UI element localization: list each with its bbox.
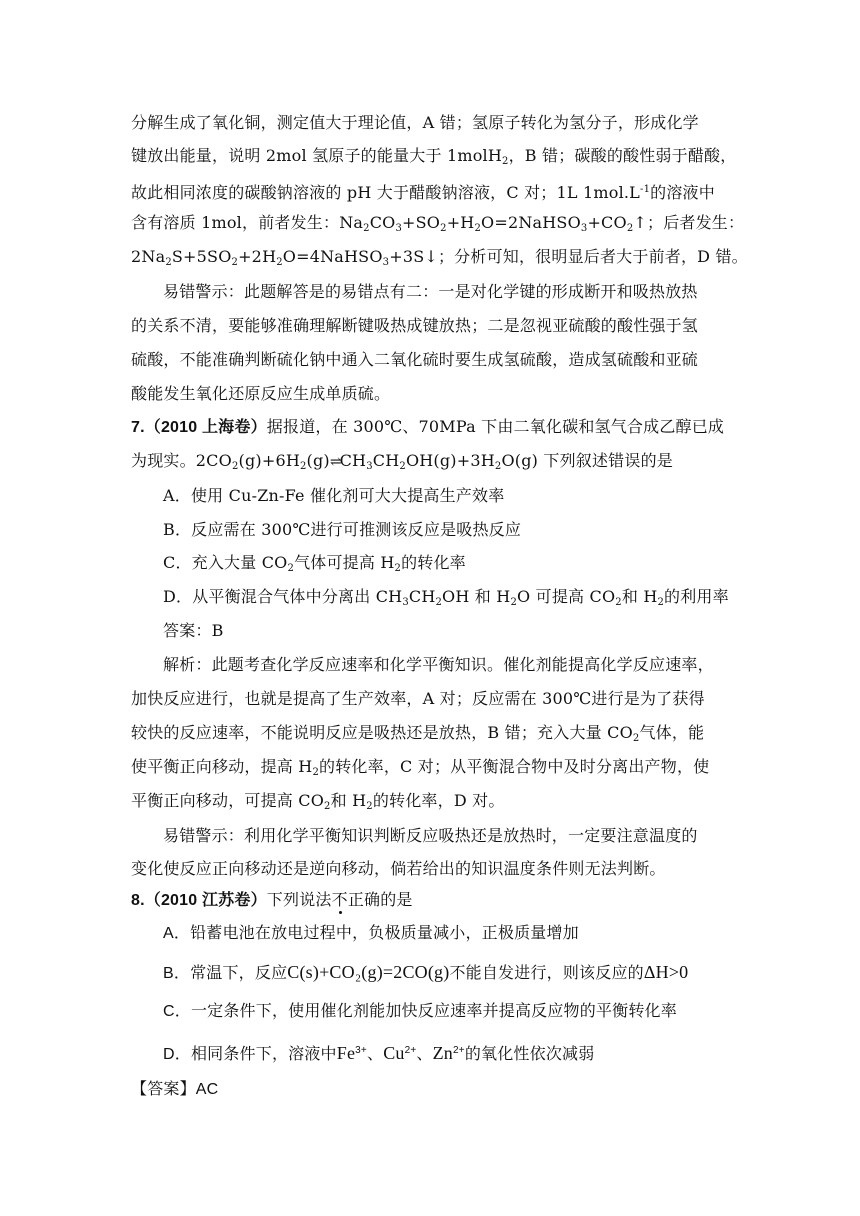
paragraph-text: +3S↓；分析可知，很明显后者大于前者，D 错。 [389,247,748,266]
ion-symbol: Cu [383,1043,405,1063]
option-text: 和 H [621,587,658,606]
option-text: C．一定条件下，使用催化剂能加快反应速率并提高反应物的平衡转化率 [163,1003,677,1020]
subscript: 2 [231,257,239,268]
formula-text: OH(g)+3H [405,451,495,470]
option-text: D．从平衡混合气体中分离出 CH [163,587,403,606]
text-line [131,384,390,404]
subscript: 2 [399,461,406,472]
subscript: 3 [382,257,390,268]
formula-text: 为现实。2CO [131,451,232,470]
formula-text: S+5SO [171,247,232,266]
analysis-text: 解析：此题考查化学反应速率和化学平衡知识。催化剂能提高化学反应速率， [163,655,714,674]
subscript: 3 [402,597,409,608]
option-a [163,486,504,506]
ion-symbol: Fe [336,1043,356,1063]
analysis-line [131,791,505,817]
analysis-line [131,689,705,709]
option-text: O 可提高 CO [517,587,616,606]
paragraph-text: 键放出能量，说明 2mol 氢原子的能量大于 1molH [131,146,503,165]
subscript: 2 [632,733,640,744]
ion-symbol: Zn [432,1043,454,1063]
analysis-text: 使平衡正向移动，提高 H [131,757,313,776]
subscript: 2 [474,223,482,234]
subscript: 3 [366,461,373,472]
question-number: 8.（2010 江苏卷） [131,892,267,909]
option-text: D．相同条件下，溶液中 [163,1046,337,1063]
warning-line [163,826,698,846]
text-line [131,213,744,239]
option-text: OH 和 H [442,587,511,606]
equilibrium-arrow-icon: ⇌ [329,454,340,470]
formula-text: 2Na [131,247,166,266]
formula-text: +2H [238,247,277,266]
text-line [131,316,698,336]
subscript: 2 [440,223,447,234]
question-text: 下列说法 [266,892,332,909]
superscript: 2+ [404,1045,417,1056]
subscript: 2 [657,597,665,608]
warning-text: 易错警示：利用化学平衡知识判断反应吸热还是放热时，一定要注意温度的 [163,826,698,845]
analysis-text: 气体，能 [639,723,705,742]
option-b [163,520,521,540]
subscript: 2 [276,257,283,268]
formula-text: (g)+6H [238,451,300,470]
subscript: 2 [510,597,518,608]
formula-text: +SO [402,213,441,232]
analysis-text: 平衡正向移动，可提高 CO [131,791,325,810]
separator: 、 [366,1046,384,1063]
analysis-line [131,757,709,783]
analysis-text: 和 H [330,791,367,810]
text-line [131,180,715,203]
text-line [131,247,748,273]
text-line [163,282,698,302]
question-text: 正确的是 [347,892,413,909]
option-text: 的利用率 [664,587,729,606]
text-line [131,350,698,370]
equation: ΔH>0 [643,962,689,982]
paragraph-text: 含有溶质 1mol，前者发生：Na [131,213,364,232]
paragraph-text: ，B 错；碳酸的酸性弱于醋酸， [508,146,737,165]
question-7-header [131,417,724,438]
warning-line [131,859,666,879]
subscript: 2 [494,461,502,472]
option-text: 的氧化性依次减弱 [464,1046,595,1063]
option-text: CH [408,587,436,606]
option-b [163,962,688,984]
formula-text: CO [369,213,396,232]
subscript: 2 [165,257,172,268]
subscript: 2 [324,801,331,812]
question-text: 据报道，在 300℃、70MPa 下由二氧化碳和氢气合成乙醇已成 [266,417,725,436]
subscript: 2 [312,767,320,778]
option-text: C．充入大量 CO [163,553,288,572]
text-line [131,146,736,172]
subscript: 3 [580,223,588,234]
option-text: A．使用 Cu-Zn-Fe 催化剂可大大提高生产效率 [163,486,505,505]
paragraph-text: 故此相同浓度的碳酸钠溶液的 pH 大于醋酸钠溶液，C 对；1L 1mol.L [131,183,640,202]
separator: 、 [416,1046,433,1063]
subscript: 3 [395,223,403,234]
option-text: 气体可提高 H [294,553,395,572]
analysis-line [163,655,714,675]
subscript: 2 [231,461,239,472]
analysis-line [131,723,704,749]
formula-text: CH [339,451,367,470]
formula-text: O=4NaHSO [282,247,383,266]
subscript: 2 [394,563,402,574]
option-c [163,553,466,579]
subscript: 2 [502,156,509,167]
paragraph-text: 分解生成了氧化铜，测定值大于理论值，A 错；氢原子转化为氢分子，形成化学 [131,113,699,132]
option-a [163,924,579,944]
analysis-text: 较快的反应速率，不能说明反应是吸热还是放热，B 错；充入大量 CO [131,723,633,742]
question-8-header [131,890,413,911]
subscript: 2 [615,597,622,608]
warning-text: 的关系不清，要能够准确理解断键吸热成键放热；二是忽视亚硫酸的酸性强于氢 [131,316,699,335]
formula-text: (g) [306,451,330,470]
question-text: O(g) 下列叙述错误的是 [501,451,673,470]
option-d [163,587,729,613]
subscript: 2 [363,223,370,234]
emphasis-text: 不 [331,892,348,909]
equation: C(s)+CO₂(g)=2CO(g) [287,962,450,982]
subscript: 2 [366,801,373,812]
text-line [131,451,673,477]
option-text: B．反应需在 300℃进行可推测该反应是吸热反应 [163,520,522,539]
formula-text: +H [446,213,475,232]
analysis-text: 的转化率，D 对。 [372,791,505,810]
formula-text: +CO [587,213,627,232]
warning-text: 变化使反应正向移动还是逆向移动，倘若给出的知识温度条件则无法判断。 [131,859,666,878]
question-number: 7.（2010 上海卷） [131,419,267,436]
answer-text: 【答案】AC [131,1081,219,1098]
option-c [163,1002,677,1022]
option-text: 的转化率 [401,553,466,572]
option-text: B．常温下，反应 [163,965,288,982]
paragraph-text: ↑；后者发生： [633,213,745,232]
subscript: 2 [626,223,634,234]
formula-text: CH [372,451,400,470]
analysis-text: 加快反应进行，也就是提高了生产效率，A 对；反应需在 300℃进行是为了获得 [131,689,705,708]
warning-text: 硫酸，不能准确判断硫化钠中通入二氧化硫时要生成氢硫酸，造成氢硫酸和亚硫 [131,350,699,369]
answer-line [163,621,224,641]
formula-text: O=2NaHSO [481,213,581,232]
warning-text: 易错警示：此题解答是的易错点有二：一是对化学键的形成断开和吸热放热 [163,282,698,301]
answer-line [131,1080,218,1100]
superscript: -1 [640,184,651,195]
option-text: 不能自发进行，则该反应的 [449,965,644,982]
text-line [131,113,699,133]
answer-text: 答案：B [163,621,224,640]
subscript: 2 [299,461,307,472]
superscript: 2+ [453,1045,465,1056]
warning-text: 酸能发生氧化还原反应生成单质硫。 [131,384,391,403]
subscript: 2 [287,563,295,574]
option-text: A．铅蓄电池在放电过程中，负极质量减小，正极质量增加 [163,925,579,942]
option-d [163,1041,594,1065]
paragraph-text: 的溶液中 [650,183,715,202]
subscript: 2 [435,597,443,608]
superscript: 3+ [355,1045,367,1056]
analysis-text: 的转化率，C 对；从平衡混合物中及时分离出产物，使 [319,757,710,776]
